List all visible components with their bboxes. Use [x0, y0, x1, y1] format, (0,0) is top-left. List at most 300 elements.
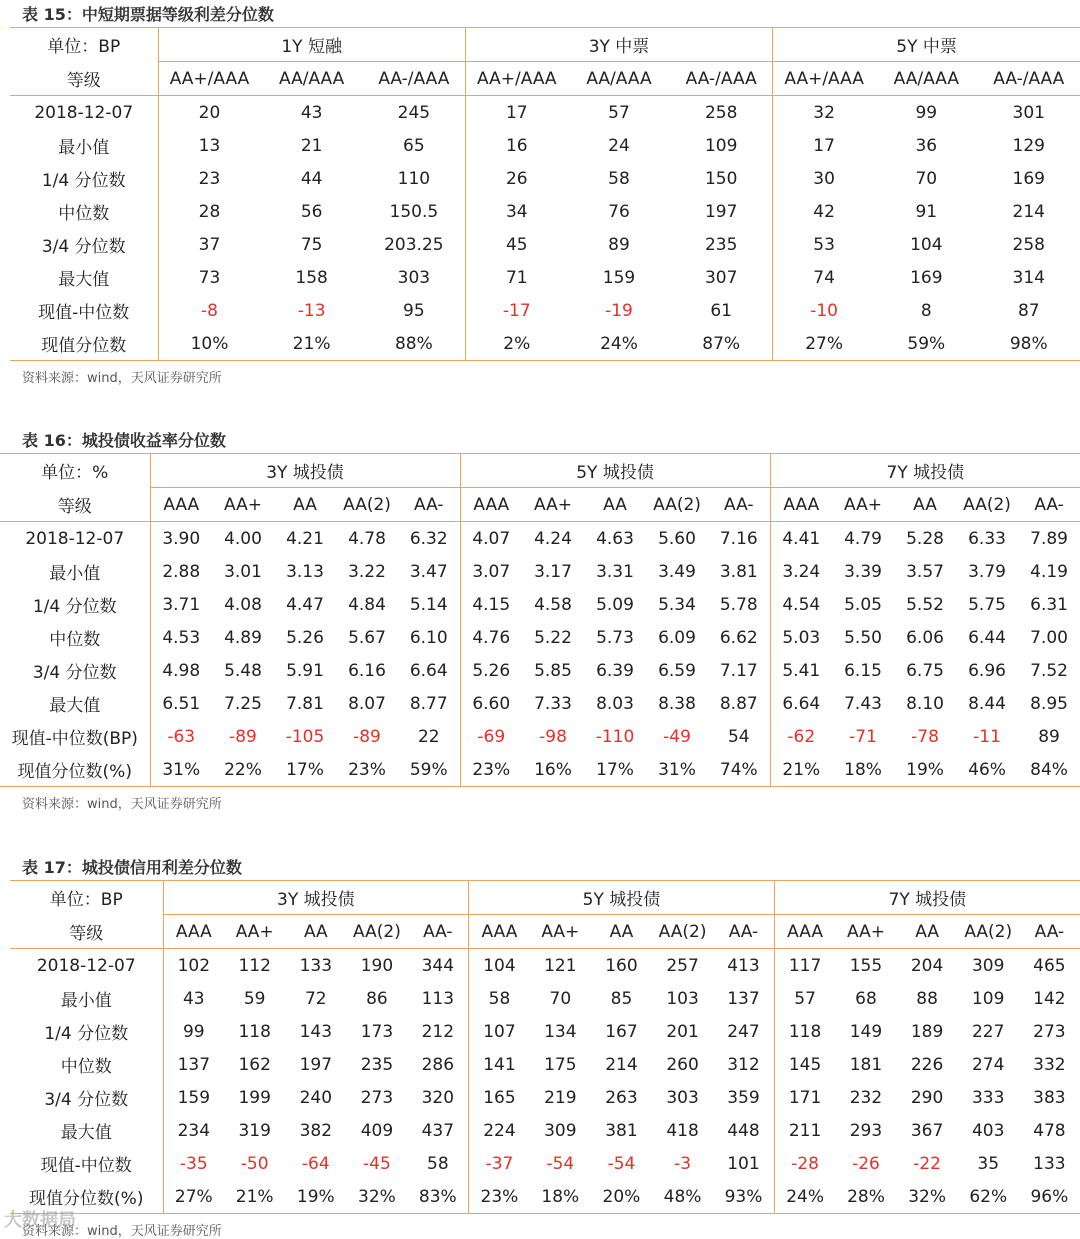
row-label: 现值分位数(%)	[0, 753, 150, 787]
table-cell: 71	[465, 261, 567, 294]
table-cell: 143	[299, 1021, 333, 1042]
table-cell: 32%	[897, 1180, 958, 1214]
table-cell: 70	[915, 168, 938, 189]
table-cell: 211	[774, 1114, 835, 1147]
table-cell: 381	[605, 1120, 638, 1141]
table-row	[10, 1015, 1080, 1048]
table-row	[0, 753, 1080, 787]
table-cell: -89	[229, 726, 257, 747]
header-row-columns	[10, 915, 1080, 949]
table-cell: 36	[915, 135, 938, 156]
table-cell: 6.09	[658, 627, 696, 648]
table-cell: 142	[1033, 988, 1066, 1009]
table-cell: 359	[727, 1087, 760, 1108]
table-cell: -71	[849, 726, 877, 747]
table-cell: 121	[544, 955, 577, 976]
table-15-title: 表 15：中短期票据等级利差分位数	[22, 5, 274, 24]
table-cell: 99	[915, 102, 938, 123]
table-cell: -98	[539, 726, 567, 747]
table-cell: 382	[299, 1120, 333, 1141]
column-header: AA-	[398, 488, 460, 522]
table-cell: 93%	[713, 1180, 774, 1214]
table-cell: 84%	[1018, 753, 1080, 787]
table-cell: 160	[605, 955, 638, 976]
table-cell: 72	[304, 988, 327, 1009]
column-header: AA(2)	[958, 915, 1019, 949]
table-cell: 95	[403, 300, 425, 321]
table-cell: 158	[295, 267, 328, 288]
table-row	[10, 294, 1080, 327]
table-cell: 448	[727, 1120, 760, 1141]
table-cell: 4.78	[348, 528, 386, 549]
table-cell: 103	[666, 988, 699, 1009]
table-cell: 137	[163, 1048, 224, 1081]
table-cell: -63	[150, 720, 212, 753]
table-cell: 320	[421, 1087, 455, 1108]
table-cell: 4.84	[348, 594, 386, 615]
table-cell: 70	[549, 988, 572, 1009]
table-cell: 59%	[875, 327, 977, 361]
table-cell: 99	[163, 1015, 224, 1048]
table-cell: 7.81	[286, 693, 324, 714]
column-header: AA-	[1019, 915, 1080, 949]
table-cell: 6.75	[906, 660, 944, 681]
table-cell: 247	[727, 1021, 760, 1042]
table-cell: 24	[608, 135, 630, 156]
table-cell: 16%	[522, 753, 584, 787]
row-label: 1/4 分位数	[41, 171, 126, 191]
table-cell: 290	[910, 1087, 944, 1108]
column-header: AA	[591, 915, 652, 949]
table-cell: 62%	[958, 1180, 1019, 1214]
table-cell: 4.54	[770, 588, 832, 621]
table-cell: 18%	[530, 1180, 591, 1214]
column-header: AA+/AAA	[158, 62, 260, 96]
table-16-title: 表 16：城投债收益率分位数	[22, 431, 226, 450]
table-cell: 274	[971, 1054, 1005, 1075]
table-cell: 8.07	[348, 693, 386, 714]
column-header: AA+	[832, 488, 894, 522]
table-cell: 87	[1017, 300, 1040, 321]
table-cell: -62	[770, 720, 832, 753]
table-cell: 17%	[274, 753, 336, 787]
table-cell: 145	[774, 1048, 835, 1081]
table-row	[10, 327, 1080, 361]
table-cell: 309	[971, 955, 1005, 976]
column-header: AA-	[1018, 488, 1080, 522]
table-cell: 4.15	[460, 588, 522, 621]
table-cell: 173	[360, 1021, 394, 1042]
table-cell: 68	[855, 988, 877, 1009]
table-cell: 24%	[568, 327, 670, 361]
table-cell: 61	[710, 300, 732, 321]
table-cell: 199	[238, 1087, 271, 1108]
table-cell: 4.00	[224, 528, 262, 549]
table-cell: 54	[727, 726, 750, 747]
row-label: 最小值	[58, 138, 110, 158]
table-cell: 28	[158, 195, 260, 228]
table-cell: 27%	[163, 1180, 224, 1214]
table-cell: 5.34	[658, 594, 696, 615]
table-cell: 43	[300, 102, 323, 123]
column-header: AA+	[530, 915, 591, 949]
table-cell: 32	[773, 96, 875, 130]
table-cell: 6.10	[409, 627, 448, 648]
row-label: 3/4 分位数	[44, 1090, 129, 1110]
table-cell: 155	[849, 955, 883, 976]
table-row	[0, 720, 1080, 753]
table-row	[10, 162, 1080, 195]
row-label: 最小值	[49, 564, 101, 584]
table-cell: 150	[704, 168, 738, 189]
table-cell: 6.06	[906, 627, 944, 648]
table-cell: 113	[421, 988, 455, 1009]
table-cell: 98%	[978, 327, 1080, 361]
column-header: AA-/AAA	[670, 62, 772, 96]
table-cell: 34	[465, 195, 567, 228]
table-cell: 5.48	[224, 660, 262, 681]
table-cell: 319	[238, 1120, 271, 1141]
group-header: 3Y 中票	[465, 28, 772, 62]
table-cell: 53	[773, 228, 875, 261]
table-row	[0, 588, 1080, 621]
table-cell: 175	[544, 1054, 577, 1075]
table-cell: 437	[421, 1120, 455, 1141]
table-cell: 19%	[894, 753, 956, 787]
table-cell: 333	[971, 1087, 1005, 1108]
table-cell: 102	[163, 949, 224, 983]
table-cell: 17	[465, 96, 567, 130]
table-cell: 8.10	[906, 693, 944, 714]
table-cell: 5.78	[719, 594, 758, 615]
table-cell: 159	[602, 267, 636, 288]
table-cell: 21%	[224, 1180, 285, 1214]
table-cell: 73	[158, 261, 260, 294]
table-row	[0, 687, 1080, 720]
column-header: AA/AAA	[568, 62, 670, 96]
table-cell: 3.17	[534, 561, 572, 582]
table-cell: 27%	[773, 327, 875, 361]
table-cell: 169	[1012, 168, 1045, 189]
table-cell: 212	[421, 1021, 455, 1042]
table-cell: 109	[704, 135, 738, 156]
column-header: AA(2)	[956, 488, 1018, 522]
table-cell: 4.79	[844, 528, 882, 549]
group-header: 5Y 中票	[773, 28, 1080, 62]
table-cell: 31%	[646, 753, 708, 787]
table-cell: 263	[605, 1087, 638, 1108]
row-label: 现值-中位数	[38, 303, 130, 323]
table-cell: 314	[1012, 267, 1045, 288]
table-cell: -37	[469, 1147, 530, 1180]
group-header: 1Y 短融	[158, 28, 465, 62]
table-cell: 344	[421, 955, 455, 976]
table-cell: 88%	[363, 327, 465, 361]
table-cell: 4.63	[596, 528, 634, 549]
row-label: 3/4 分位数	[32, 663, 117, 683]
table-cell: 7.33	[534, 693, 572, 714]
table-cell: 6.33	[968, 528, 1006, 549]
table-cell: 21%	[260, 327, 362, 361]
table-cell: 197	[704, 201, 738, 222]
table-cell: 87%	[670, 327, 772, 361]
table-cell: 104	[469, 949, 530, 983]
table-cell: 165	[469, 1081, 530, 1114]
table-cell: 189	[910, 1021, 944, 1042]
table-cell: 17	[773, 129, 875, 162]
table-cell: 418	[666, 1120, 699, 1141]
column-header: AA+	[224, 915, 285, 949]
table-cell: 309	[544, 1120, 577, 1141]
table-cell: 4.98	[150, 654, 212, 687]
table-cell: -26	[852, 1153, 880, 1174]
table-cell: 8.03	[596, 693, 634, 714]
table-cell: -45	[363, 1153, 391, 1174]
table-cell: 112	[238, 955, 271, 976]
table-cell: 190	[360, 955, 394, 976]
table-cell: 235	[360, 1054, 394, 1075]
table-cell: 58	[469, 982, 530, 1015]
table-cell: 58	[608, 168, 630, 189]
table-cell: 3.47	[409, 561, 448, 582]
table-cell: 258	[704, 102, 738, 123]
column-header: AAA	[770, 488, 832, 522]
table-cell: 5.26	[286, 627, 324, 648]
header-row-columns	[10, 62, 1080, 96]
table-cell: 6.64	[770, 687, 832, 720]
table-cell: 20%	[591, 1180, 652, 1214]
table-cell: 96%	[1019, 1180, 1080, 1214]
table-cell: 30	[773, 162, 875, 195]
table-cell: 413	[727, 955, 760, 976]
table-cell: 118	[238, 1021, 271, 1042]
table-cell: 46%	[956, 753, 1018, 787]
table-cell: 5.73	[596, 627, 634, 648]
table-cell: 3.49	[658, 561, 696, 582]
table-cell: 303	[397, 267, 431, 288]
table-cell: 5.91	[286, 660, 324, 681]
table-cell: 4.41	[770, 522, 832, 556]
table-cell: 3.39	[844, 561, 882, 582]
column-header: AA	[285, 915, 346, 949]
table-cell: 273	[360, 1087, 394, 1108]
table-cell: 5.03	[770, 621, 832, 654]
table-cell: 4.07	[460, 522, 522, 556]
column-header: AA	[897, 915, 958, 949]
table-cell: 7.25	[224, 693, 262, 714]
table-cell: 234	[163, 1114, 224, 1147]
header-row-columns	[0, 488, 1080, 522]
table-cell: 91	[915, 201, 938, 222]
table-17-title: 表 17：城投债信用利差分位数	[22, 858, 242, 877]
table-cell: 4.08	[224, 594, 262, 615]
column-header: AA	[274, 488, 336, 522]
column-header: AA-	[708, 488, 770, 522]
table-cell: 21%	[770, 753, 832, 787]
table-cell: 5.85	[534, 660, 572, 681]
grade-label: 等级	[0, 488, 150, 522]
table-cell: 6.39	[596, 660, 634, 681]
table-cell: 4.53	[150, 621, 212, 654]
table-cell: 59%	[398, 753, 460, 787]
table-cell: 16	[465, 129, 567, 162]
table-cell: 204	[910, 955, 944, 976]
table-cell: 22	[417, 726, 440, 747]
table-cell: -19	[605, 300, 633, 321]
table-cell: 159	[163, 1081, 224, 1114]
table-cell: -28	[774, 1147, 835, 1180]
table-cell: 133	[299, 955, 333, 976]
table-cell: 224	[469, 1114, 530, 1147]
table-cell: 37	[158, 228, 260, 261]
table-cell: 301	[1012, 102, 1045, 123]
table-cell: 303	[666, 1087, 699, 1108]
table-cell: 167	[605, 1021, 638, 1042]
column-header: AA(2)	[346, 915, 407, 949]
table-cell: -105	[285, 726, 325, 747]
table-cell: 5.60	[658, 528, 696, 549]
table-cell: 22%	[212, 753, 274, 787]
table-row	[0, 555, 1080, 588]
table-row	[10, 1147, 1080, 1180]
table-cell: 203.25	[384, 234, 444, 255]
table-cell: 76	[608, 201, 630, 222]
table-cell: 104	[910, 234, 943, 255]
table-cell: 5.14	[409, 594, 448, 615]
table-cell: 4.47	[286, 594, 324, 615]
unit-label: 单位：BP	[49, 890, 123, 911]
row-label: 中位数	[58, 204, 110, 224]
table-cell: 181	[849, 1054, 883, 1075]
row-label: 中位数	[49, 630, 101, 650]
column-header: AA/AAA	[875, 62, 977, 96]
grade-label: 等级	[10, 62, 158, 96]
unit-label: 单位：BP	[47, 37, 121, 58]
table-cell: 3.24	[770, 555, 832, 588]
table-cell: -89	[353, 726, 381, 747]
table-cell: 201	[666, 1021, 699, 1042]
table-cell: 149	[849, 1021, 883, 1042]
row-label: 现值分位数	[10, 327, 158, 361]
row-label: 1/4 分位数	[32, 597, 117, 617]
table-cell: 31%	[150, 753, 212, 787]
table-cell: 35	[977, 1153, 1000, 1174]
table-cell: 7.17	[719, 660, 758, 681]
table-cell: 197	[299, 1054, 333, 1075]
table-cell: 56	[300, 201, 323, 222]
table-cell: 89	[608, 234, 630, 255]
table-15-source: 资料来源：wind，天风证券研究所	[22, 371, 222, 386]
table-row	[10, 96, 1080, 130]
table-cell: -10	[773, 294, 875, 327]
group-header: 5Y 城投债	[460, 454, 770, 488]
row-label: 现值-中位数(BP)	[11, 729, 138, 749]
table-cell: 43	[163, 982, 224, 1015]
table-cell: 465	[1033, 955, 1066, 976]
table-cell: 8.38	[658, 693, 696, 714]
table-cell: 5.26	[460, 654, 522, 687]
table-cell: 7.00	[1030, 627, 1068, 648]
table-cell: 4.19	[1030, 561, 1068, 582]
header-row-groups	[10, 881, 1080, 915]
table-cell: 59	[243, 988, 266, 1009]
table-cell: 4.24	[534, 528, 572, 549]
column-header: AA+	[212, 488, 274, 522]
table-cell: 6.16	[348, 660, 386, 681]
table-cell: 8.44	[968, 693, 1006, 714]
column-header: AA+/AAA	[465, 62, 567, 96]
table-cell: 235	[704, 234, 738, 255]
table-cell: 226	[910, 1054, 944, 1075]
table-cell: 23%	[469, 1180, 530, 1214]
table-cell: 219	[544, 1087, 577, 1108]
table-cell: -69	[460, 720, 522, 753]
table-cell: 48%	[652, 1180, 713, 1214]
table-cell: 273	[1033, 1021, 1066, 1042]
table-cell: 26	[465, 162, 567, 195]
table-cell: 6.31	[1030, 594, 1068, 615]
table-cell: 129	[1012, 135, 1045, 156]
table-cell: -3	[674, 1153, 692, 1174]
row-label: 1/4 分位数	[44, 1024, 129, 1044]
table-cell: 13	[158, 129, 260, 162]
table-cell: -35	[163, 1147, 224, 1180]
table-cell: 24%	[774, 1180, 835, 1214]
table-cell: 6.59	[658, 660, 696, 681]
group-header: 5Y 城投债	[469, 881, 775, 915]
table-cell: 6.15	[844, 660, 882, 681]
table-cell: -78	[911, 726, 939, 747]
table-cell: 5.22	[534, 627, 572, 648]
column-header: AA	[894, 488, 956, 522]
table-cell: 6.62	[719, 627, 758, 648]
table-cell: 57	[774, 982, 835, 1015]
table-cell: 8.77	[409, 693, 448, 714]
table-cell: 21	[300, 135, 323, 156]
table-cell: 214	[1012, 201, 1045, 222]
table-row	[10, 1048, 1080, 1081]
table-cell: 20	[158, 96, 260, 130]
table-cell: 5.41	[770, 654, 832, 687]
table-cell: 44	[300, 168, 323, 189]
table-cell: 409	[360, 1120, 394, 1141]
table-cell: 141	[469, 1048, 530, 1081]
table-cell: -22	[913, 1153, 941, 1174]
table-cell: 150.5	[389, 201, 439, 222]
table-cell: 32%	[346, 1180, 407, 1214]
table-cell: 58	[427, 1153, 449, 1174]
table-cell: 85	[610, 988, 633, 1009]
table-cell: 257	[666, 955, 699, 976]
group-header: 3Y 城投债	[150, 454, 460, 488]
table-cell: 3.07	[460, 555, 522, 588]
unit-label: 单位：%	[41, 463, 109, 484]
table-cell: 2.88	[150, 555, 212, 588]
table-cell: 4.58	[534, 594, 572, 615]
column-header: AA-	[713, 915, 774, 949]
watermark-logo: 大数据局	[4, 1210, 76, 1231]
table-cell: 6.60	[460, 687, 522, 720]
column-header: AA-/AAA	[978, 62, 1080, 96]
table-cell: -13	[297, 300, 326, 321]
table-cell: 6.51	[150, 687, 212, 720]
table-cell: 8.95	[1030, 693, 1068, 714]
table-cell: 7.43	[844, 693, 882, 714]
row-label: 中位数	[60, 1057, 112, 1077]
table-cell: 6.32	[409, 528, 448, 549]
table-cell: 19%	[285, 1180, 346, 1214]
table-cell: 312	[727, 1054, 760, 1075]
